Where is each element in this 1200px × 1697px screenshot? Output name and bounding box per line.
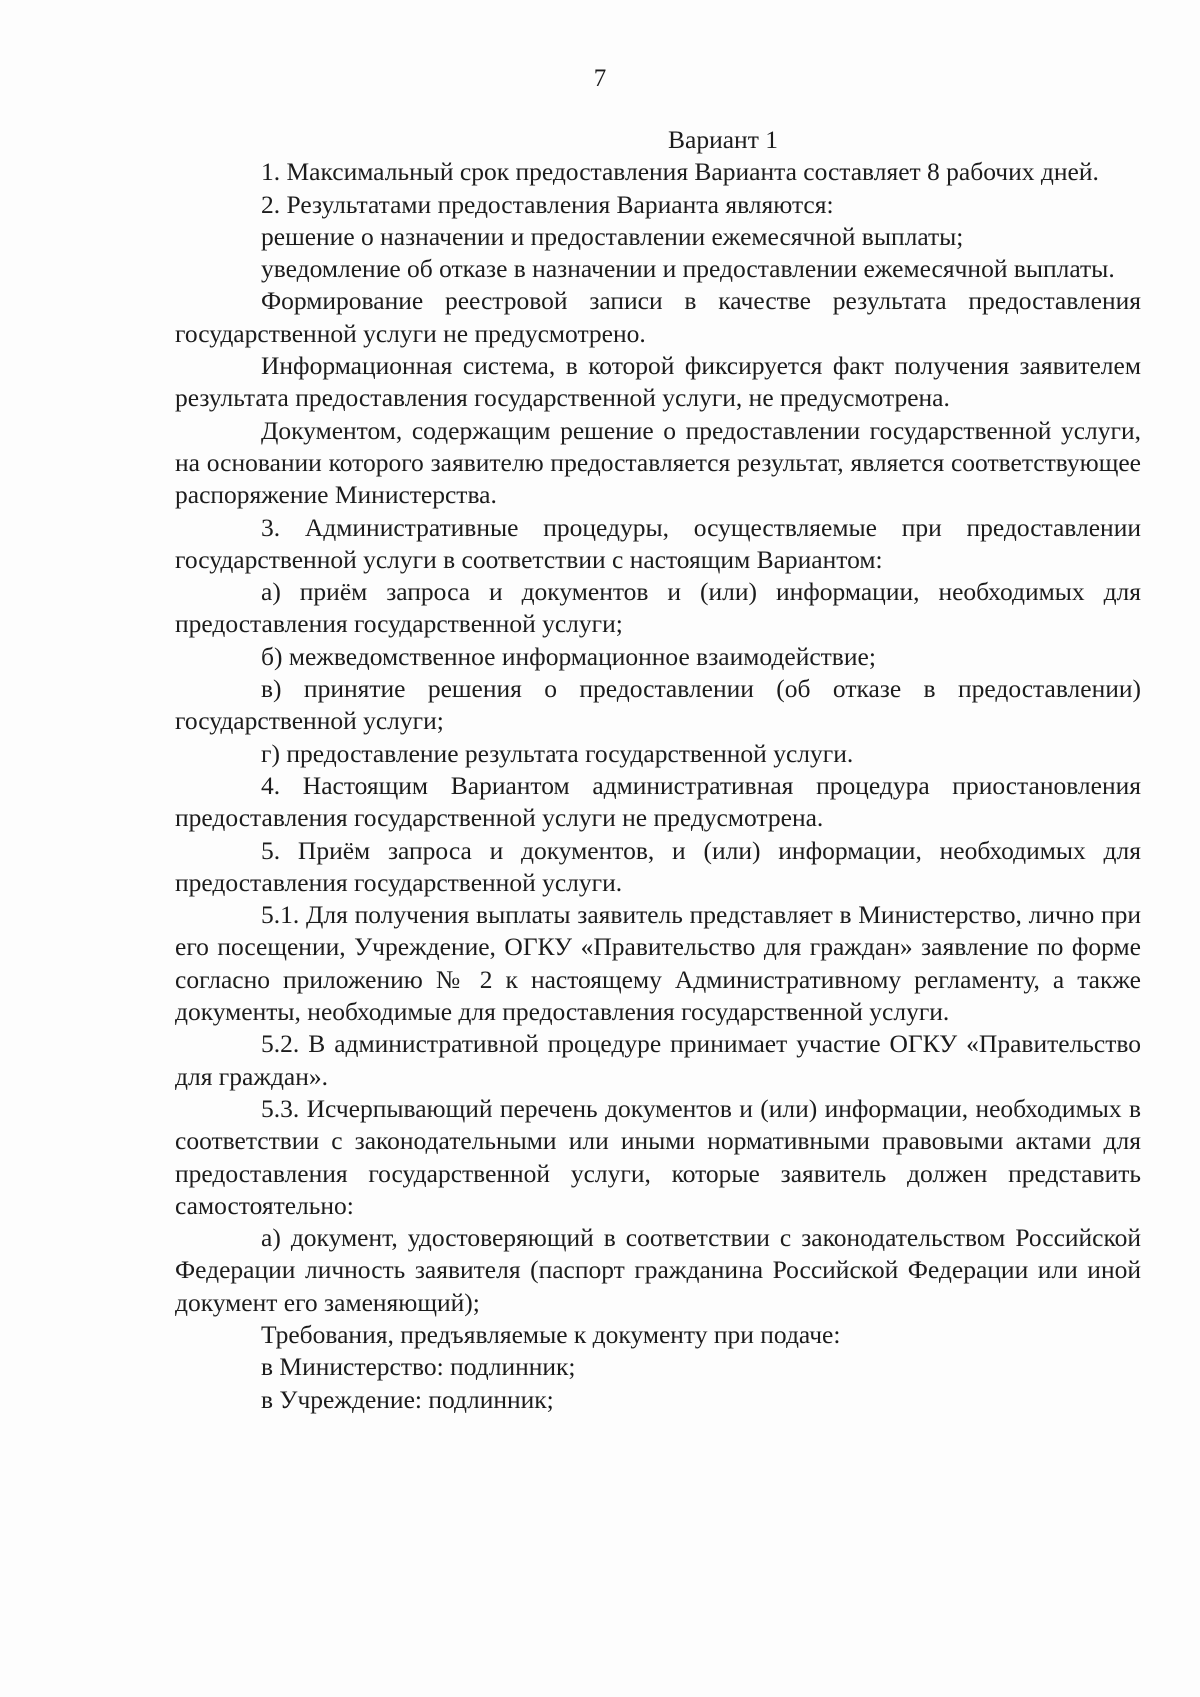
paragraph: а) приём запроса и документов и (или) информации, необходимых для предоставления государственной услуги; <box>175 577 1141 639</box>
paragraph: 5. Приём запроса и документов, и (или) информации, необходимых для предоставления государственной услуги. <box>175 835 1141 897</box>
paragraph: 4. Настоящим Вариантом административная процедура приостановления предоставления государственной услуги не предусмотрена. <box>175 770 1141 833</box>
paragraph: Документом, содержащим решение о предоставлении государственной услуги, на основании которого заявителю предоставляется результат, является соответствующее распоряжение Министерства. <box>175 415 1141 510</box>
paragraph: 5.1. Для получения выплаты заявитель представляет в Министерство, лично при его посещении, Учреждение, ОГКУ «Правительство для граждан» заявление по форме согласно приложению № 2 к настоящему Административному регламенту, а также документы, необходимые для предоставления государственной услуги. <box>175 900 1141 1027</box>
paragraph: Формирование реестровой записи в качестве результата предоставления государственной услуги не предусмотрено. <box>175 286 1141 348</box>
paragraph: 1. Максимальный срок предоставления Варианта составляет 8 рабочих дней. <box>261 157 1099 187</box>
paragraph: Информационная система, в которой фиксируется факт получения заявителем результата предоставления государственной услуги, не предусмотрена. <box>175 351 1141 413</box>
paragraph: б) межведомственное информационное взаимодействие; <box>261 641 876 671</box>
paragraph: г) предоставление результата государственной услуги. <box>261 738 854 768</box>
paragraph: решение о назначении и предоставлении ежемесячной выплаты; <box>261 221 964 251</box>
paragraph: 3. Административные процедуры, осуществляемые при предоставлении государственной услуги в соответствии с настоящим Вариантом: <box>175 512 1141 574</box>
section-heading: Вариант 1 <box>668 125 778 154</box>
paragraph: 5.2. В административной процедуре принимает участие ОГКУ «Правительство для граждан». <box>175 1029 1141 1091</box>
paragraph: в Министерство: подлинник; <box>261 1352 576 1382</box>
page-number: 7 <box>593 65 607 92</box>
paragraph: в) принятие решения о предоставлении (об отказе в предоставлении) государственной услуги; <box>175 674 1141 736</box>
paragraph: уведомление об отказе в назначении и предоставлении ежемесячной выплаты. <box>261 254 1115 284</box>
paragraph: 2. Результатами предоставления Варианта являются: <box>261 189 834 219</box>
paragraph: в Учреждение: подлинник; <box>261 1384 554 1414</box>
paragraph: 5.3. Исчерпывающий перечень документов и (или) информации, необходимых в соответствии с законодательными или иными нормативными правовыми актами для предоставления государственной услуги, которые заявитель должен представить самостоятельно: <box>175 1093 1141 1220</box>
paragraph: а) документ, удостоверяющий в соответствии с законодательством Российской Федерации личность заявителя (паспорт гражданина Российской Федерации или иной документ его заменяющий); <box>175 1223 1141 1317</box>
document-body <box>175 124 1141 1416</box>
paragraph: Требования, предъявляемые к документу при подаче: <box>261 1319 841 1349</box>
